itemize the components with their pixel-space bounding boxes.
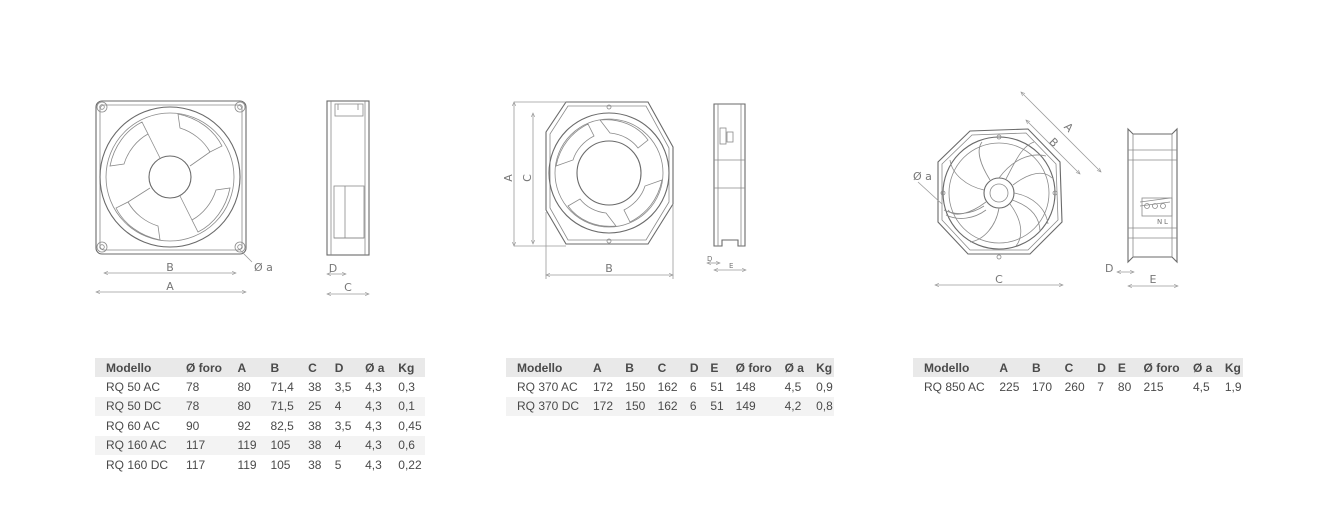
spec-table-rq-370	[506, 358, 834, 416]
col-header: Modello	[506, 358, 582, 377]
dimension-lines-fan-3	[918, 92, 1101, 285]
table-cell: 71,5	[259, 397, 297, 417]
spec-table-rq-50-160	[95, 358, 425, 475]
table-cell: 80	[237, 379, 251, 394]
table-cell: 0,45	[398, 418, 422, 433]
table-cell: 119	[226, 436, 259, 456]
table-cell: RQ 850 AC	[924, 379, 985, 394]
col-header: B	[614, 358, 646, 377]
table-cell: 162	[657, 379, 678, 394]
table-cell: 260	[1064, 379, 1085, 394]
table-cell: RQ 50 AC	[106, 379, 161, 394]
col-header: Modello	[95, 358, 175, 377]
dimension-lines-fan-1	[96, 250, 252, 292]
dim-label-e: E	[729, 262, 734, 270]
col-header: Ø foro	[175, 358, 226, 377]
table-row	[95, 377, 425, 397]
table-cell: 25	[297, 397, 324, 417]
dim-label-d: D	[707, 255, 713, 263]
dim-label-b: B	[1046, 135, 1061, 150]
table-cell: 38	[308, 418, 322, 433]
table-cell: 0,1	[387, 397, 425, 417]
table-row	[95, 416, 425, 436]
table-header-row	[506, 358, 834, 377]
col-header: C	[1054, 358, 1087, 377]
table-cell: 105	[259, 436, 297, 456]
dim-label-b: B	[605, 262, 613, 275]
table-cell: 80	[1117, 379, 1132, 394]
table-cell: 150	[625, 379, 646, 394]
fan-large-front-view	[938, 129, 1062, 259]
table-cell: 4,5	[784, 379, 802, 394]
table-cell: 4,3	[365, 418, 382, 433]
dim-label-a: A	[166, 280, 174, 293]
table-cell: 148	[735, 379, 756, 394]
table-cell: 162	[647, 397, 679, 417]
table-cell: 5	[334, 457, 342, 472]
col-header: B	[1021, 358, 1054, 377]
col-header: E	[1107, 358, 1133, 377]
dim-label-c: C	[995, 273, 1003, 286]
table-cell: 105	[270, 457, 291, 472]
table-cell: 4,5	[1192, 379, 1210, 394]
col-header: Ø a	[774, 358, 806, 377]
col-header: Kg	[805, 358, 834, 377]
fan-square-side-view	[327, 101, 369, 255]
col-header: D	[1086, 358, 1107, 377]
table-row	[95, 397, 425, 417]
fan-square-front-view	[96, 101, 246, 254]
table-row	[95, 455, 425, 475]
dimension-lines-fan-2-side	[707, 263, 746, 270]
table-cell: 225	[999, 379, 1020, 394]
table-cell: RQ 160 DC	[106, 457, 169, 472]
table-cell: 0,9	[816, 379, 833, 394]
table-cell: 6	[689, 379, 697, 394]
table-cell: 172	[593, 379, 614, 394]
col-header: C	[647, 358, 679, 377]
table-cell: 3,5	[334, 418, 352, 433]
col-header: Ø foro	[725, 358, 774, 377]
dimension-lines-fan-3-side	[1117, 272, 1178, 286]
table-row	[506, 397, 834, 417]
table-cell: 38	[297, 436, 324, 456]
table-cell: 4	[324, 436, 354, 456]
table-cell: 0,8	[805, 397, 834, 417]
table-row	[506, 377, 834, 397]
col-header: D	[679, 358, 699, 377]
table-cell: RQ 370 AC	[517, 379, 578, 394]
dim-label-d: D	[1105, 262, 1114, 275]
table-cell: 51	[699, 397, 724, 417]
table-cell: 78	[185, 379, 200, 394]
terminal-label-l: L	[1164, 218, 1168, 226]
table-row	[913, 377, 1243, 397]
col-header: C	[297, 358, 324, 377]
col-header: A	[988, 358, 1021, 377]
table-cell: 78	[175, 397, 226, 417]
col-header: Kg	[1214, 358, 1243, 377]
table-cell: 172	[582, 397, 614, 417]
table-cell: 51	[710, 379, 724, 394]
table-cell: 90	[185, 418, 200, 433]
table-cell: 170	[1032, 379, 1053, 394]
fan-octagonal-front-view	[546, 102, 673, 244]
table-cell: 6	[679, 397, 699, 417]
table-cell: 4,3	[365, 379, 382, 394]
table-cell: 149	[725, 397, 774, 417]
table-cell: 4,2	[774, 397, 806, 417]
table-cell: 215	[1143, 379, 1164, 394]
table-cell: 117	[175, 436, 226, 456]
table-cell: 4,3	[354, 436, 387, 456]
table-cell: 117	[185, 457, 206, 472]
col-header: B	[259, 358, 297, 377]
terminal-label-n: N	[1157, 218, 1163, 226]
table-cell: RQ 370 DC	[506, 397, 582, 417]
table-cell: 82,5	[270, 418, 294, 433]
table-cell: 119	[237, 457, 257, 472]
table-cell: 4,3	[365, 457, 382, 472]
table-cell: 0,3	[398, 379, 415, 394]
col-header: Ø a	[354, 358, 387, 377]
table-header-row	[95, 358, 425, 377]
table-cell: 0,22	[398, 457, 422, 472]
table-cell: 0,6	[387, 436, 425, 456]
table-cell: 38	[308, 457, 322, 472]
table-cell: RQ 160 AC	[95, 436, 175, 456]
dim-label-a: A	[1061, 120, 1076, 135]
col-header: A	[226, 358, 259, 377]
table-cell: RQ 50 DC	[95, 397, 175, 417]
col-header: Kg	[387, 358, 425, 377]
col-header: E	[699, 358, 724, 377]
table-cell: 71,4	[270, 379, 294, 394]
table-header-row	[913, 358, 1243, 377]
dim-label-a: A	[502, 174, 515, 182]
table-cell: 150	[614, 397, 646, 417]
table-cell: 4,3	[354, 397, 387, 417]
dim-label-c: C	[344, 281, 352, 294]
table-cell: 92	[237, 418, 251, 433]
dim-label-b: B	[166, 261, 174, 274]
col-header: D	[324, 358, 354, 377]
dim-label-e: E	[1149, 273, 1157, 286]
col-header: Ø foro	[1133, 358, 1182, 377]
spec-table-rq-850	[913, 358, 1243, 397]
col-header: Modello	[913, 358, 988, 377]
table-cell: RQ 60 AC	[106, 418, 161, 433]
table-row	[95, 436, 425, 456]
table-cell: 38	[308, 379, 322, 394]
col-header: A	[582, 358, 614, 377]
table-cell: 3,5	[334, 379, 352, 394]
dim-label-hole-diameter: Ø a	[913, 170, 932, 183]
fan-large-side-view	[1128, 129, 1177, 262]
dim-label-hole-diameter: Ø a	[254, 261, 273, 274]
dim-label-c: C	[521, 174, 534, 182]
table-cell: 80	[226, 397, 259, 417]
table-cell: 4	[324, 397, 354, 417]
fan-octagonal-side-view	[714, 104, 745, 246]
table-cell: 1,9	[1224, 379, 1242, 394]
table-cell: 7	[1097, 379, 1104, 394]
col-header: Ø a	[1182, 358, 1214, 377]
dim-label-d: D	[328, 262, 338, 275]
